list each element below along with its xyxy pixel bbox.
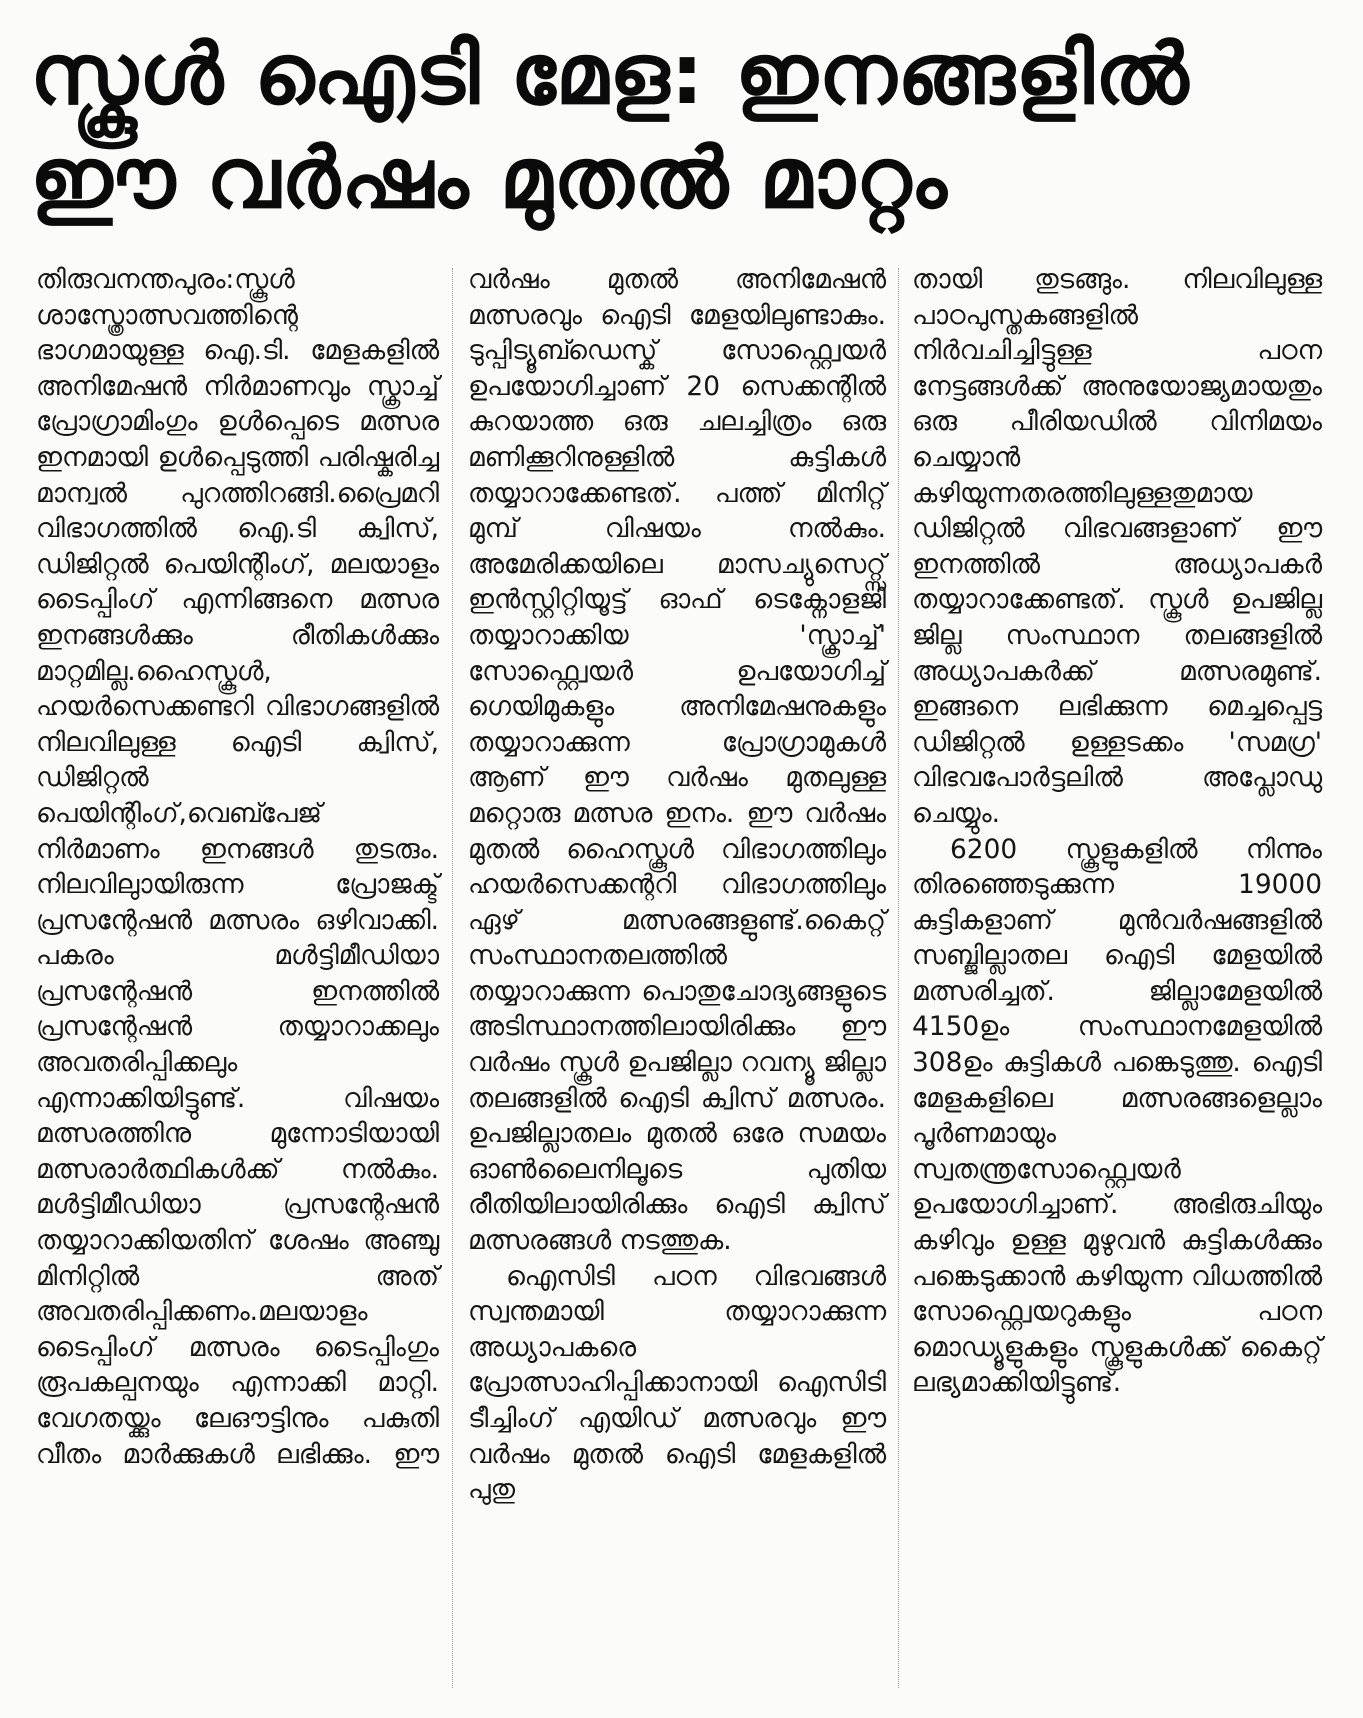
article-column-2 [468, 262, 886, 1702]
headline-line-2: ഈ വർഷം മുതൽ മാറ്റം [30, 129, 948, 227]
column-2-paragraph-2: ഐസിടി പഠന വിഭവങ്ങൾ സ്വന്തമായി തയ്യാറാക്കുന്ന അധ്യാപകരെ പ്രോത്സാഹിപ്പിക്കാനായി ഐസിടി ടീച്ചിംഗ് എയിഡ് മത്സരവും ഈ വർഷം മുതൽ ഐടി മേളകളിൽ പുതു [468, 1260, 886, 1506]
column-1-paragraph-1: തിരുവനന്തപുരം:സ്കൂൾ ശാസ്ത്രോത്സവത്തിന്റെ ഭാഗമായുള്ള ഐ.ടി. മേളകളിൽ അനിമേഷൻ നിർമാണവും സ്ക്രാച്ച് പ്രോഗ്രാമിംഗും ഉൾപ്പെടെ മത്സര ഇനമായി ഉൾപ്പെടുത്തി പരിഷ്കരിച്ച മാന്വൽ പുറത്തിറങ്ങി.പ്രൈമറി വിഭാഗത്തിൽ ഐ.ടി ക്വിസ്, ഡിജിറ്റൽ പെയിന്റിംഗ്, മലയാളം ടൈപ്പിംഗ് എന്നിങ്ങനെ മത്സര ഇനങ്ങൾക്കും രീതികൾക്കും മാറ്റമില്ല.ഹൈസ്കൂൾ, ഹയർസെക്കണ്ടറി വിഭാഗങ്ങളിൽ നിലവിലുള്ള ഐടി ക്വിസ്, ഡിജിറ്റൽ പെയിന്റിംഗ്,വെബ്പേജ് നിർമാണം ഇനങ്ങൾ തുടരും. നിലവിലുായിരുന്ന പ്രോജക്ട് പ്രസന്റേഷൻ മത്സരം ഒഴിവാക്കി. പകരം മൾട്ടിമീഡിയാ പ്രസന്റേഷൻ ഇനത്തിൽ പ്രസന്റേഷൻ തയ്യാറാക്കലും അവതരിപ്പിക്കലും എന്നാക്കിയിട്ടുണ്ട്. വിഷയം മത്സരത്തിനു മുന്നോടിയായി മത്സരാർത്ഥികൾക്ക് നൽകും. മൾട്ടിമീഡിയാ പ്രസന്റേഷൻ തയ്യാറാക്കിയതിന് ശേഷം അഞ്ചു മിനിറ്റിൽ അത് അവതരിപ്പിക്കണം.മലയാളം ടൈപ്പിംഗ് മത്സരം ടൈപ്പിംഗും രൂപകല്പനയും എന്നാക്കി മാറ്റി. വേഗതയ്ക്കും ലേഔട്ടിനും പകുതി വീതം മാർക്കുകൾ ലഭിക്കും. ഈ [36, 264, 439, 1470]
headline-line-1: സ്കൂൾ ഐടി മേള: ഇനങ്ങളിൽ [30, 25, 1190, 123]
column-3-paragraph-2: 6200 സ്കൂളുകളിൽ നിന്നും തിരഞ്ഞെടുക്കുന്ന 19000 കുട്ടികളാണ് മുൻവർഷങ്ങളിൽ സബ്ജില്ലാതല ഐടി മേളയിൽ മത്സരിച്ചത്. ജില്ലാമേളയിൽ 4150ഉം സംസ്ഥാനമേളയിൽ 308ഉം കുട്ടികൾ പങ്കെടുത്തു. ഐടി മേളകളിലെ മത്സരങ്ങളെല്ലാം പൂർണമായും സ്വതന്ത്രസോഫ്റ്റ്വെയർ ഉപയോഗിച്ചാണ്. അഭിരുചിയും കഴിവും ഉള്ള മുഴുവൻ കുട്ടികൾക്കും പങ്കെടുക്കാൻ കഴിയുന്ന വിധത്തിൽ സോഫ്റ്റ്വെയറുകളും പഠന മൊഡ്യൂളുകളും സ്കൂളുകൾക്ക് കൈറ്റ് ലഭ്യമാക്കിയിട്ടുണ്ട്. [912, 833, 1322, 1399]
column-divider-2 [898, 268, 899, 1688]
article-column-3 [912, 262, 1322, 1702]
column-2-paragraph-1: വർഷം മുതൽ അനിമേഷൻ മത്സരവും ഐടി മേളയിലുണ്ടാകും. ടുപ്പിട്യൂബ്ഡെസ്ക് സോഫ്റ്റ്വെയർ ഉപയോഗിച്ചാണ് 20 സെക്കന്റിൽ കുറയാത്ത ഒരു ചലച്ചിത്രം ഒരു മണിക്കൂറിനുള്ളിൽ കുട്ടികൾ തയ്യാറാക്കേണ്ടത്. പത്ത് മിനിറ്റ് മുമ്പ് വിഷയം നൽകും. അമേരിക്കയിലെ മാസച്യുസെറ്റ്സ് ഇൻസ്റ്റിറ്റിയൂട്ട് ഓഫ് ടെക്നോളജി തയ്യാറാക്കിയ 'സ്ക്രാച്ച്' സോഫ്റ്റ്വെയർ ഉപയോഗിച്ച് ഗെയിമുകളും അനിമേഷനുകളും തയ്യാറാക്കുന്ന പ്രോഗ്രാമുകൾ ആണ് ഈ വർഷം മുതലുള്ള മറ്റൊരു മത്സര ഇനം. ഈ വർഷം മുതൽ ഹൈസ്കൂൾ വിഭാഗത്തിലും ഹയർസെക്കന്ററി വിഭാഗത്തിലും ഏഴ് മത്സരങ്ങളുണ്ട്.കൈറ്റ് സംസ്ഥാനതലത്തിൽ തയ്യാറാക്കുന്ന പൊതുചോദ്യങ്ങളുടെ അടിസ്ഥാനത്തിലായിരിക്കും ഈ വർഷം സ്കൂൾ ഉപജില്ലാ റവന്യൂ ജില്ലാ തലങ്ങളിൽ ഐടി ക്വിസ് മത്സരം. ഉപജില്ലാതലം മുതൽ ഒരേ സമയം ഓൺലൈനിലൂടെ പുതിയ രീതിയിലായിരിക്കും ഐടി ക്വിസ് മത്സരങ്ങൾ നടത്തുക. [468, 264, 886, 1257]
column-divider-1 [452, 268, 453, 1688]
article-headline [30, 22, 1330, 230]
column-3-paragraph-1: തായി തുടങ്ങും. നിലവിലുള്ള പാഠപുസ്തകങ്ങളിൽ നിർവചിച്ചിട്ടുള്ള പഠന നേട്ടങ്ങൾക്ക് അനുയോജ്യമായതും ഒരു പീരിയഡിൽ വിനിമയം ചെയ്യാൻ കഴിയുന്നതരത്തിലുള്ളതുമായ ഡിജിറ്റൽ വിഭവങ്ങളാണ് ഈ ഇനത്തിൽ അധ്യാപകർ തയ്യാറാക്കേണ്ടത്. സ്കൂൾ ഉപജില്ല ജില്ല സംസ്ഥാന തലങ്ങളിൽ അധ്യാപകർക്ക് മത്സരമുണ്ട്. ഇങ്ങനെ ലഭിക്കുന്ന മെച്ചപ്പെട്ട ഡിജിറ്റൽ ഉള്ളടക്കം 'സമഗ്ര' വിഭവപോർട്ടലിൽ അപ്ലോഡു ചെയ്യും. [912, 264, 1322, 829]
article-column-1 [36, 262, 439, 1702]
